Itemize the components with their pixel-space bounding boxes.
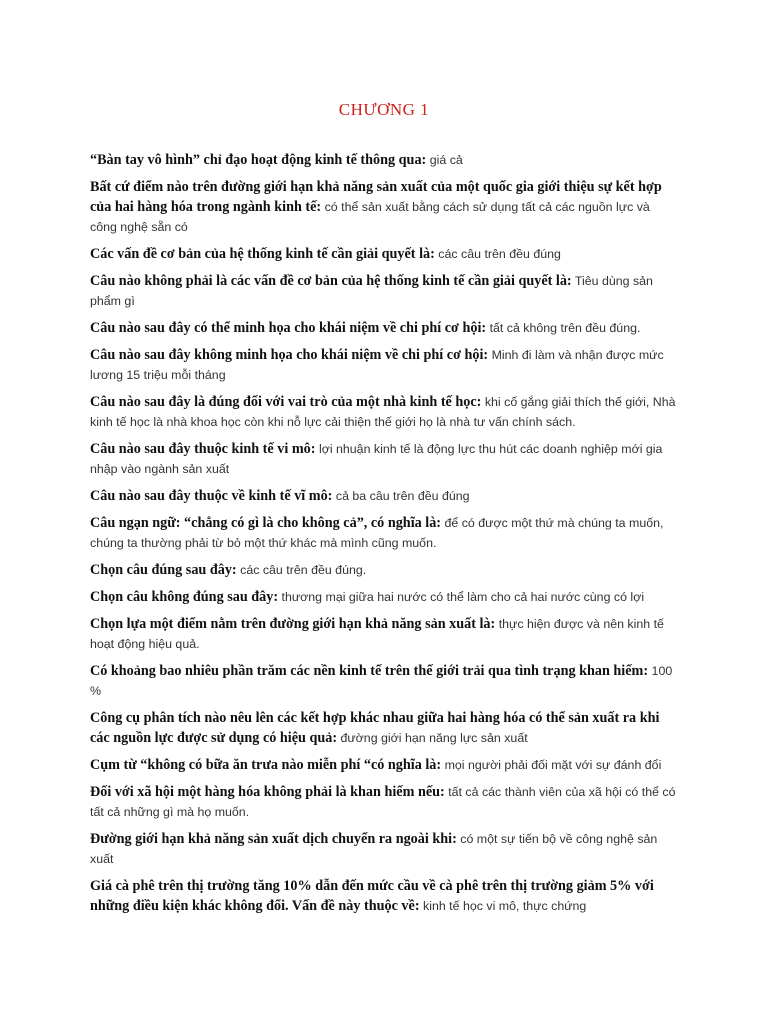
qa-item [90, 876, 680, 916]
question-text: “Bàn tay vô hình” chỉ đạo hoạt động kinh tế thông qua: [90, 152, 427, 168]
answer-text: các câu trên đều đúng [438, 247, 561, 261]
answer-text: thương mại giữa hai nước có thể làm cho cả hai nước cùng có lợi [281, 590, 645, 604]
answer-text: thực hiện được và nên kinh tế hoạt động hiệu quả. [90, 617, 664, 651]
question-text: Đối với xã hội một hàng hóa không phải là khan hiếm nếu: [90, 784, 445, 800]
question-text: Giá cà phê trên thị trường tăng 10% dẫn đến mức cầu về cà phê trên thị trường giảm 5% với những điều kiện khác không đổi. Vấn đề này thuộc về: [90, 878, 654, 914]
answer-text: có thể sản xuất bằng cách sử dụng tất cả các nguồn lực và công nghệ sẵn có [90, 200, 650, 234]
question-text: Câu ngạn ngữ: “chẳng có gì là cho không cả”, có nghĩa là: [90, 515, 442, 531]
qa-item [90, 708, 680, 748]
qa-item [90, 486, 680, 506]
answer-text: có một sự tiến bộ về công nghệ sản xuất [90, 832, 658, 866]
answer-text: 100 % [90, 664, 673, 698]
qa-item [90, 177, 680, 237]
answer-text: lợi nhuận kinh tế là động lực thu hút các doanh nghiệp mới gia nhập vào ngành sản xuất [90, 442, 663, 476]
question-answer-list [90, 150, 680, 923]
qa-item [90, 271, 680, 311]
question-text: Có khoảng bao nhiêu phần trăm các nền kinh tế trên thế giới trải qua tình trạng khan hiếm: [90, 663, 649, 679]
question-text: Chọn câu không đúng sau đây: [90, 589, 279, 605]
answer-text: mọi người phải đối mặt với sự đánh đổi [444, 758, 662, 772]
answer-text: các câu trên đều đúng. [240, 563, 367, 577]
qa-item [90, 560, 680, 580]
question-text: Câu nào sau đây thuộc kinh tế vi mô: [90, 441, 316, 457]
qa-item [90, 782, 680, 822]
question-text: Câu nào sau đây thuộc về kinh tế vĩ mô: [90, 488, 333, 504]
question-text: Công cụ phân tích nào nêu lên các kết hợp khác nhau giữa hai hàng hóa có thể sản xuất ra khi các nguồn lực được sử dụng có hiệu quả: [90, 710, 660, 746]
question-text: Câu nào sau đây có thể minh họa cho khái niệm về chi phí cơ hội: [90, 320, 487, 336]
qa-item [90, 150, 680, 170]
answer-text: Tiêu dùng sản phẩm gì [90, 274, 653, 308]
answer-text: để có được một thứ mà chúng ta muốn, chúng ta thường phải từ bỏ một thứ khác mà mình cũng muốn. [90, 516, 664, 550]
qa-item [90, 392, 680, 432]
answer-text: đường giới hạn năng lực sản xuất [340, 731, 528, 745]
answer-text: Minh đi làm và nhận được mức lương 15 triệu mỗi tháng [90, 348, 664, 382]
question-text: Câu nào không phải là các vấn đề cơ bản của hệ thống kinh tế cần giải quyết là: [90, 273, 572, 289]
answer-text: kinh tế học vi mô, thực chứng [423, 899, 587, 913]
question-text: Chọn câu đúng sau đây: [90, 562, 237, 578]
question-text: Các vấn đề cơ bản của hệ thống kinh tế cần giải quyết là: [90, 246, 435, 262]
qa-item [90, 318, 680, 338]
answer-text: giá cả [429, 153, 463, 167]
answer-text: khi cố gắng giải thích thế giới, Nhà kinh tế học là nhà khoa học còn khi nỗ lực cải thiện thế giới họ là nhà tư vấn chính sách. [90, 395, 676, 429]
qa-item [90, 587, 680, 607]
question-text: Cụm từ “không có bữa ăn trưa nào miễn phí “có nghĩa là: [90, 757, 442, 773]
question-text: Chọn lựa một điểm nằm trên đường giới hạn khả năng sản xuất là: [90, 616, 496, 632]
question-text: Bất cứ điểm nào trên đường giới hạn khả năng sản xuất của một quốc gia giới thiệu sự kết hợp của hai hàng hóa trong ngành kinh tế: [90, 179, 662, 215]
qa-item [90, 661, 680, 701]
question-text: Câu nào sau đây không minh họa cho khái niệm về chi phí cơ hội: [90, 347, 489, 363]
question-text: Đường giới hạn khả năng sản xuất dịch chuyển ra ngoài khi: [90, 831, 457, 847]
qa-item [90, 439, 680, 479]
qa-item [90, 829, 680, 869]
qa-item [90, 244, 680, 264]
answer-text: tất cả các thành viên của xã hội có thể có tất cả những gì mà họ muốn. [90, 785, 676, 819]
qa-item [90, 755, 680, 775]
question-text: Câu nào sau đây là đúng đối với vai trò của một nhà kinh tế học: [90, 394, 482, 410]
answer-text: cả ba câu trên đều đúng [335, 489, 470, 503]
qa-item [90, 345, 680, 385]
answer-text: tất cả không trên đều đúng. [489, 321, 641, 335]
qa-item [90, 614, 680, 654]
qa-item [90, 513, 680, 553]
chapter-title: CHƯƠNG 1 [338, 100, 430, 119]
